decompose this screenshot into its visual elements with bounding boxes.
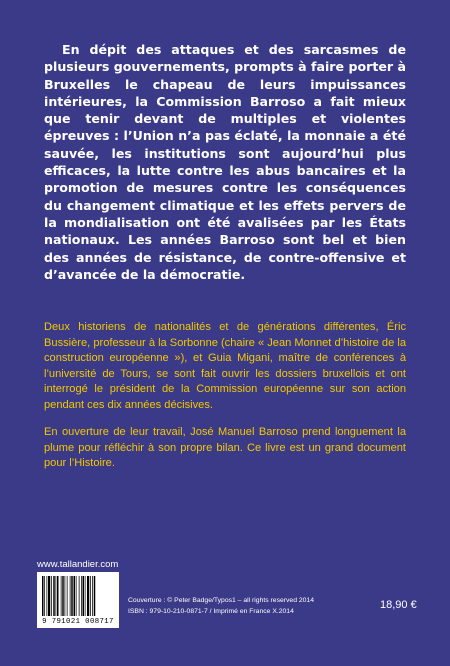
isbn-line: ISBN : 979-10-210-0871-7 / Imprimé en France X.2014	[128, 608, 294, 615]
conclusion-paragraph: En ouverture de leur travail, José Manuel Barroso prend longuement la plume pour réfléchir à son propre bilan. Ce livre est un grand document pour l’Histoire.	[44, 426, 406, 470]
cover-credit: Couverture : © Peter Badge/Typos1 – all rights reserved 2014	[128, 597, 314, 604]
barcode	[37, 572, 119, 628]
credits	[128, 595, 314, 617]
publisher-website: www.tallandier.com	[37, 559, 119, 570]
main-paragraph: En dépit des attaques et des sarcasmes de plusieurs gouvernements, prompts à faire porter à Bruxelles le chapeau de leurs impuissances intérieures, la Commission Barroso a fait mieux que tenir devant de multiples et violentes épreuves : l’Union n’a pas éclaté, la monnaie a été sauvée, les institutions sont aujourd’hui plus efficaces, la lutte contre les abus bancaires et la promotion de mesures contre les conséquences du changement climatique et les effets pervers de la mondialisation ont été avalisées par les États nationaux. Les années Barroso sont bel et bien des années de résistance, de contre-offensive et d’avancée de la démocratie.	[44, 42, 406, 282]
main-blurb	[44, 41, 406, 283]
barcode-number: 9 791021 008717	[42, 618, 114, 626]
barcode-bars-icon	[42, 576, 114, 616]
price: 18,90 €	[380, 599, 417, 611]
authors-paragraph: Deux historiens de nationalités et de générations différentes, Éric Bussière, professeur à la Sorbonne (chaire « Jean Monnet d’histoire de la construction européenne »), et Guia Migani, maître de conférences à l’université de Tours, se sont fait ouvrir les dossiers bruxellois et ont interrogé le président de la Commission européenne sur son action pendant ces dix années décisives.	[44, 321, 406, 411]
